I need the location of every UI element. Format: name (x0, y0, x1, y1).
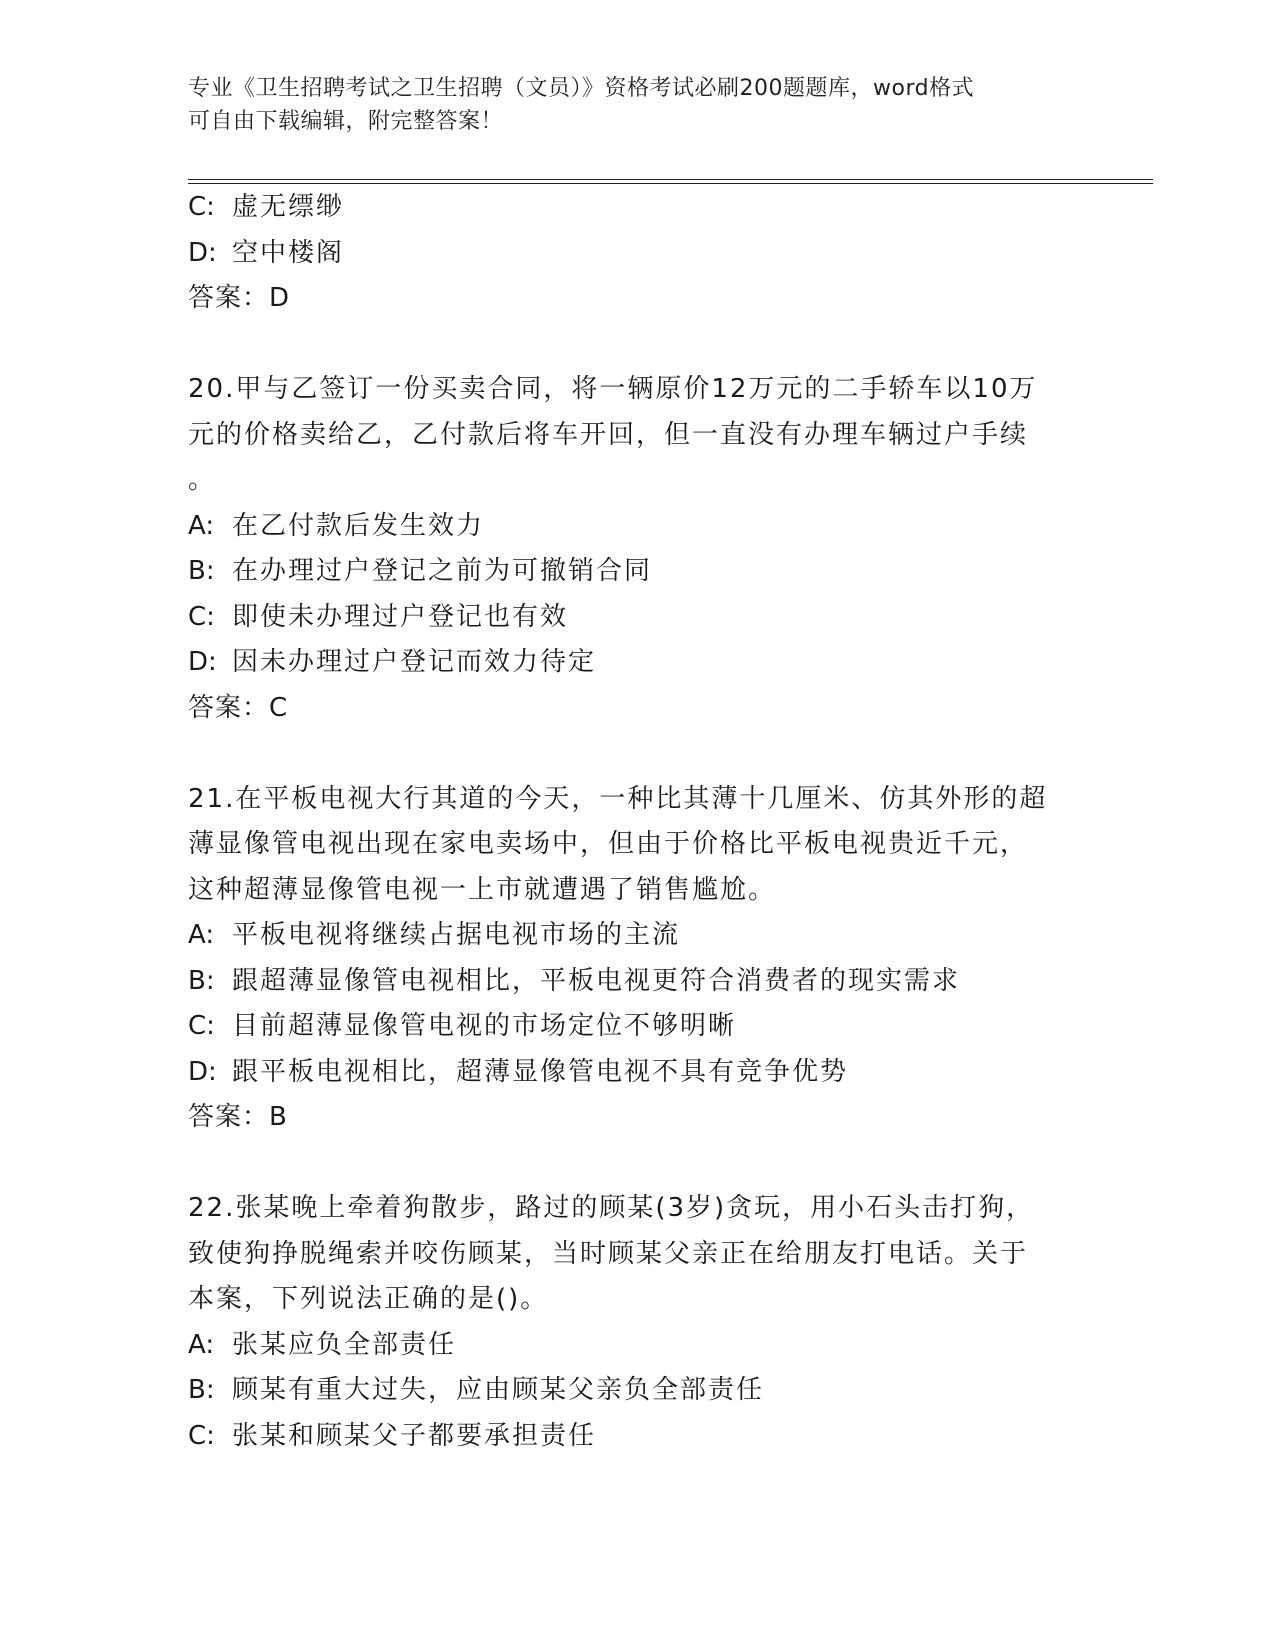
answer-line: 答案：C (188, 692, 289, 723)
option-b (188, 1368, 1088, 1414)
option-key: A: (188, 1329, 215, 1360)
option-b (188, 549, 1088, 595)
option-c (188, 1414, 1088, 1460)
option-text: 因未办理过户登记而效力待定 (232, 647, 597, 677)
option-text: 跟超薄显像管电视相比，平板电视更符合消费者的现实需求 (232, 965, 961, 996)
stem-line: 22.张某晚上牵着狗散步，路过的顾某(3岁)贪玩，用小石头击打狗， (188, 1193, 1035, 1223)
option-text: 即使未办理过户登记也有效 (232, 601, 569, 632)
option-text: 张某应负全部责任 (232, 1329, 457, 1360)
prev-question (188, 185, 1088, 322)
header-rule-top (188, 179, 1153, 180)
option-d (188, 231, 1088, 277)
stem-line: 21.在平板电视大行其道的今天，一种比其薄十几厘米、仿其外形的超 (188, 783, 1048, 814)
option-key: C: (188, 1011, 215, 1041)
header-rule-bottom (188, 183, 1153, 184)
stem-line: 元的价格卖给乙，乙付款后将车开回，但一直没有办理车辆过户手续 (188, 419, 1029, 450)
question-stem (188, 1186, 1088, 1323)
option-c (188, 185, 1088, 231)
option-d (188, 1050, 1088, 1096)
option-key: D: (188, 237, 217, 268)
question-22 (188, 1186, 1088, 1459)
option-key: D: (188, 647, 217, 677)
option-text: 在办理过户登记之前为可撤销合同 (232, 556, 653, 586)
option-text: 虚无缥缈 (232, 192, 345, 222)
option-a (188, 913, 1088, 959)
option-text: 顾某有重大过失，应由顾某父亲负全部责任 (232, 1375, 765, 1405)
document-body (188, 185, 1088, 1459)
answer-line: 答案：D (188, 283, 291, 313)
stem-line: 致使狗挣脱绳索并咬伤顾某，当时顾某父亲正在给朋友打电话。关于 (188, 1238, 1029, 1269)
spacer (188, 1141, 1088, 1187)
spacer (188, 322, 1088, 368)
option-c (188, 595, 1088, 641)
option-text: 在乙付款后发生效力 (232, 510, 485, 541)
stem-line: 本案，下列说法正确的是()。 (188, 1284, 549, 1314)
header-line-2: 可自由下载编辑，附完整答案！ (188, 109, 504, 134)
option-d (188, 640, 1088, 686)
question-stem (188, 367, 1088, 504)
option-text: 目前超薄显像管电视的市场定位不够明晰 (232, 1011, 737, 1041)
option-key: A: (188, 920, 215, 950)
document-header (188, 72, 1088, 138)
answer-line: 答案：B (188, 1102, 288, 1132)
option-text: 张某和顾某父子都要承担责任 (232, 1420, 597, 1451)
option-key: D: (188, 1056, 217, 1087)
option-key: A: (188, 510, 215, 541)
option-a (188, 504, 1088, 550)
option-key: B: (188, 965, 215, 996)
stem-line: 20.甲与乙签订一份买卖合同，将一辆原价12万元的二手轿车以10万 (188, 374, 1038, 404)
option-text: 平板电视将继续占据电视市场的主流 (232, 920, 681, 950)
question-20 (188, 367, 1088, 731)
option-a (188, 1323, 1088, 1369)
stem-line: 薄显像管电视出现在家电卖场中，但由于价格比平板电视贵近千元， (188, 829, 1029, 859)
option-b (188, 959, 1088, 1005)
option-c (188, 1004, 1088, 1050)
question-21 (188, 777, 1088, 1141)
spacer (188, 731, 1088, 777)
option-key: B: (188, 1375, 215, 1405)
option-text: 跟平板电视相比，超薄显像管电视不具有竞争优势 (232, 1056, 849, 1087)
option-key: B: (188, 556, 215, 586)
option-key: C: (188, 192, 215, 222)
header-line-1: 专业《卫生招聘考试之卫生招聘（文员）》资格考试必刷200题题库，word格式 (188, 76, 975, 101)
option-key: C: (188, 601, 215, 632)
option-text: 空中楼阁 (232, 237, 345, 268)
stem-line: 这种超薄显像管电视一上市就遭遇了销售尴尬。 (188, 874, 777, 905)
option-key: C: (188, 1420, 215, 1451)
question-stem (188, 777, 1088, 914)
stem-line: 。 (188, 465, 217, 495)
